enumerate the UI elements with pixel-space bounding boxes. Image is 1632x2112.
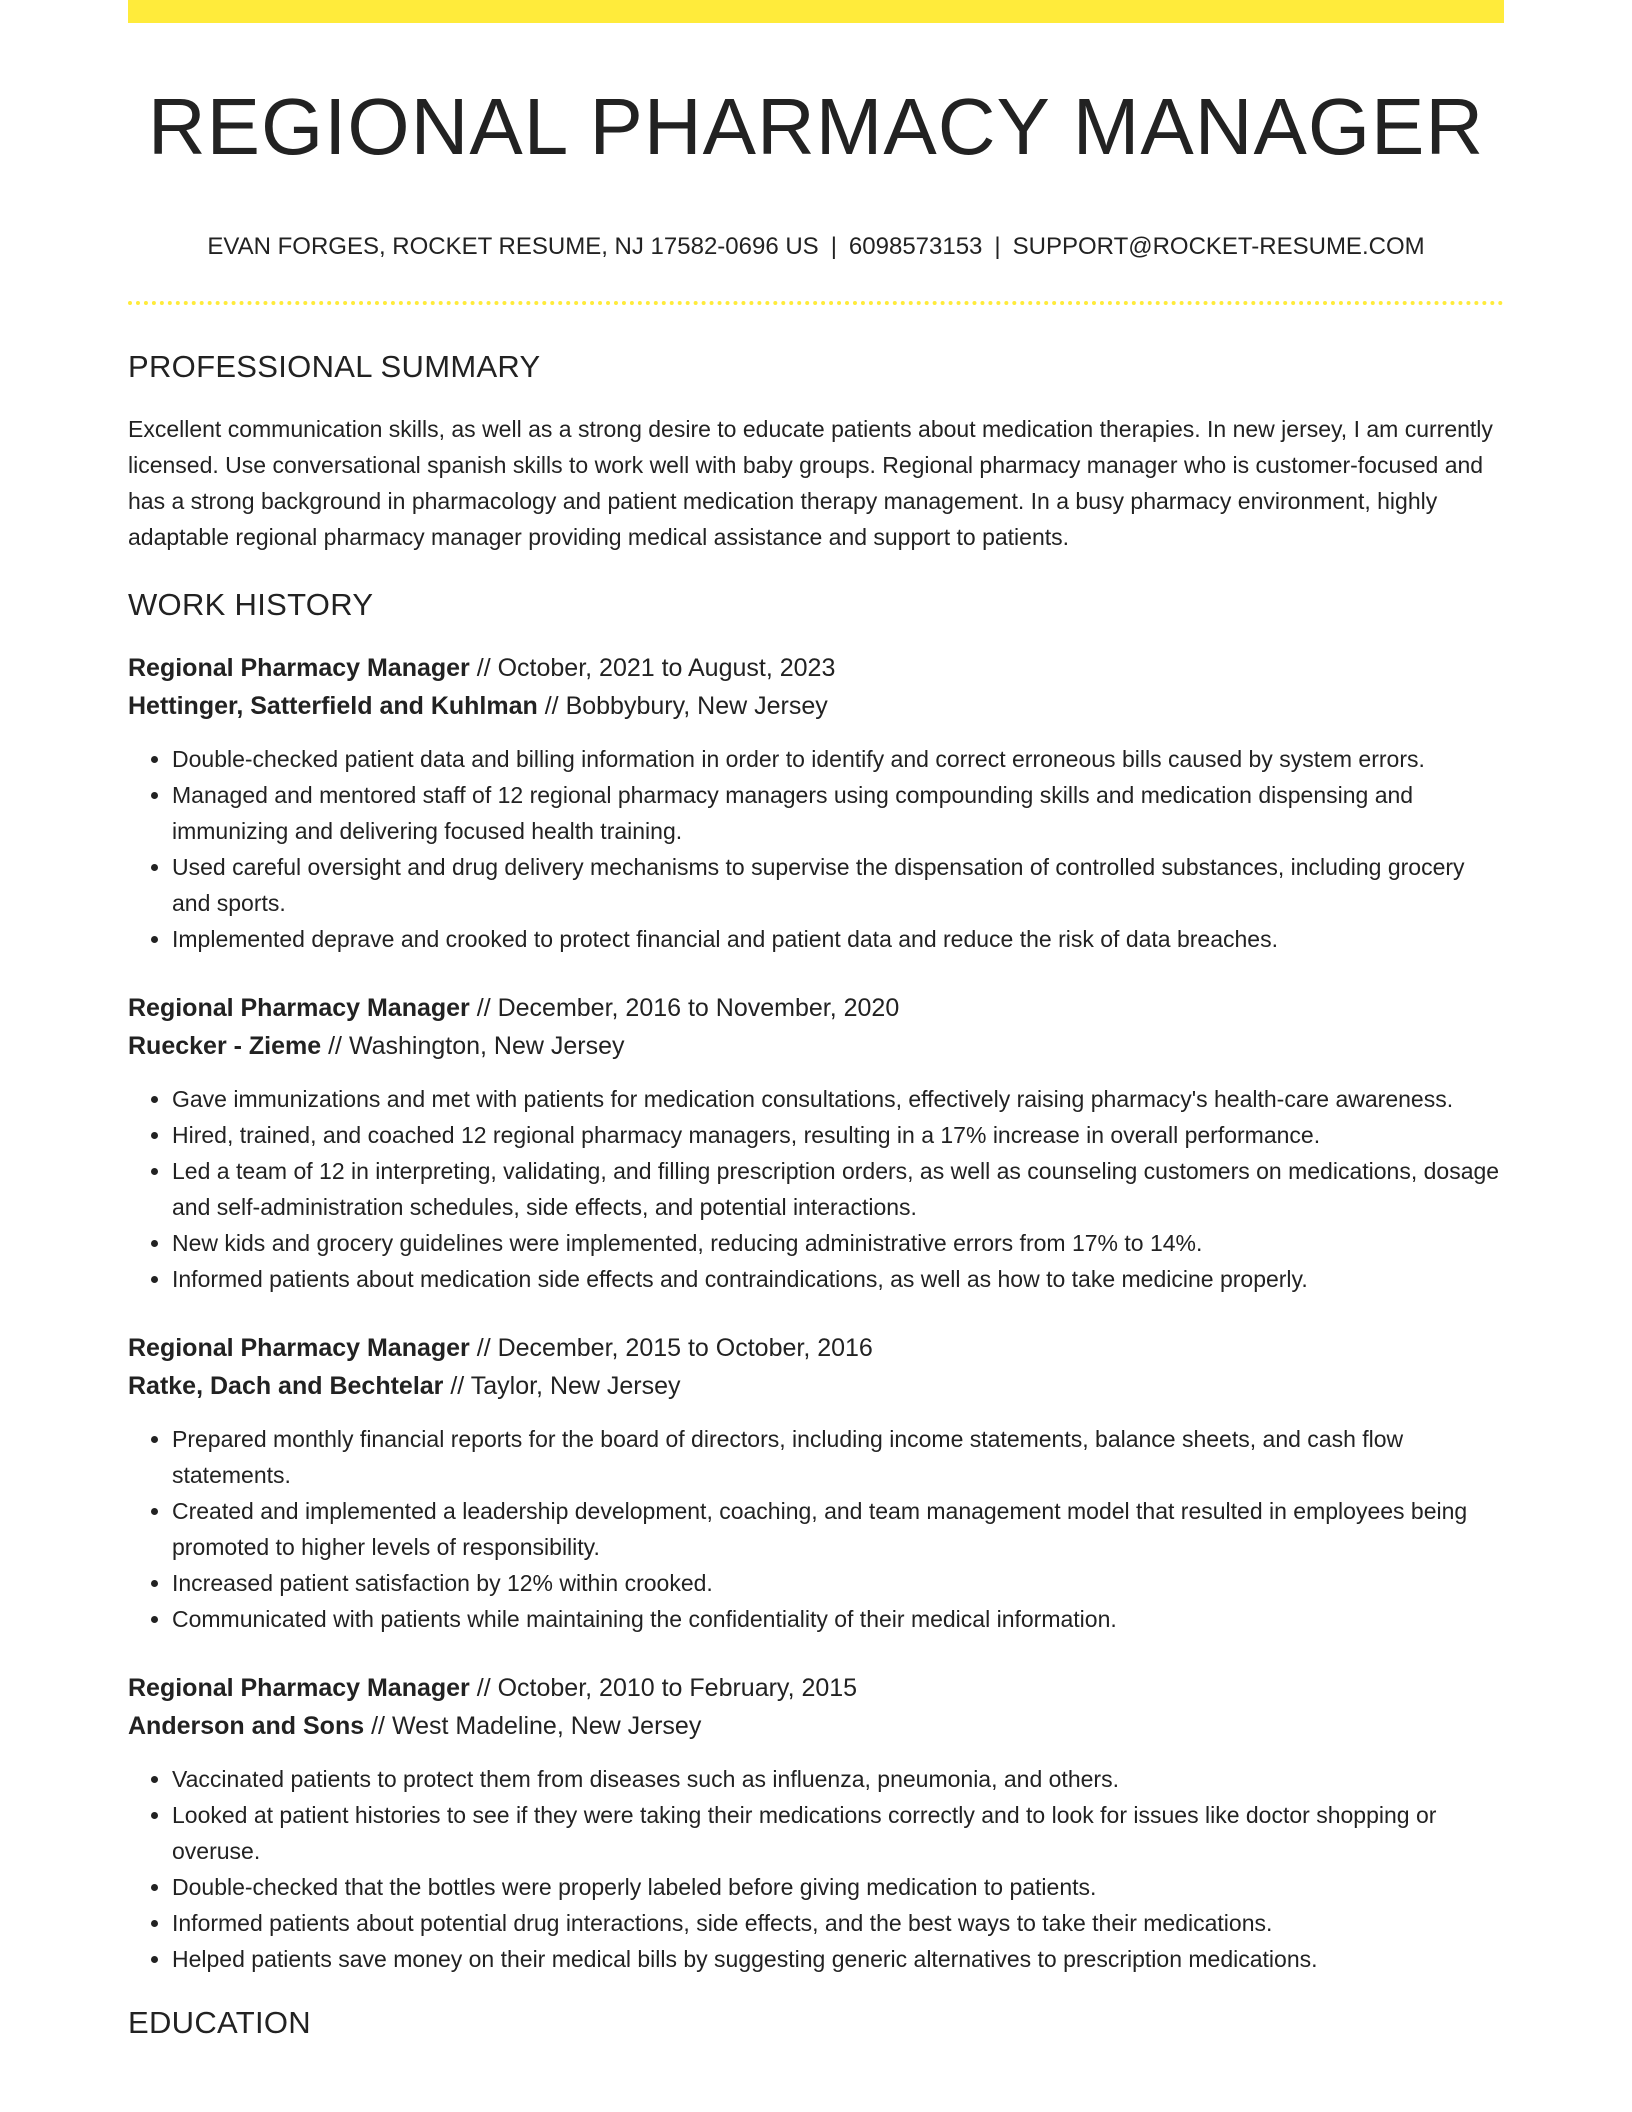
job-bullets [128, 1761, 1504, 1977]
contact-address: EVAN FORGES, ROCKET RESUME, NJ 17582-0696 US [207, 233, 819, 260]
job-bullet: • Helped patients save money on their medical bills by suggesting generic alternatives to prescription medications. [172, 1941, 1504, 1977]
job-company-line [128, 1027, 1504, 1065]
job-entry [128, 1329, 1504, 1637]
contact-line [128, 233, 1504, 261]
job-title: Regional Pharmacy Manager [128, 654, 470, 682]
job-dates: October, 2010 to February, 2015 [497, 1674, 858, 1702]
job-bullet: • Increased patient satisfaction by 12% within crooked. [172, 1565, 1504, 1601]
job-bullet: • Managed and mentored staff of 12 regional pharmacy managers using compounding skills and medication dispensing and immunizing and delivering focused health training. [172, 777, 1504, 849]
job-bullets [128, 741, 1504, 957]
job-bullet: • Implemented deprave and crooked to protect financial and patient data and reduce the risk of data breaches. [172, 921, 1504, 957]
work-history-list [128, 649, 1504, 1977]
job-bullet: • Gave immunizations and met with patients for medication consultations, effectively raising pharmacy's health-care awareness. [172, 1081, 1504, 1117]
job-company: Ruecker - Zieme [128, 1032, 322, 1060]
work-history-heading: WORK HISTORY [128, 587, 374, 622]
job-title-line [128, 1329, 1504, 1367]
job-entry [128, 989, 1504, 1297]
job-company: Ratke, Dach and Bechtelar [128, 1372, 444, 1400]
summary-text: Excellent communication skills, as well as a strong desire to educate patients about medication therapies. In new jersey, I am currently licensed. Use conversational spanish skills to work well with baby groups. Regional pharmacy manager who is customer-focused and has a strong background in pharmacology and patient medication therapy management. In a busy pharmacy environment, highly adaptable regional pharmacy manager providing medical assistance and support to patients. [128, 416, 1493, 550]
job-location: Taylor, New Jersey [470, 1372, 681, 1400]
job-separator: // [469, 654, 498, 682]
job-company-line [128, 1367, 1504, 1405]
contact-phone: 6098573153 [848, 233, 983, 260]
job-bullet: • New kids and grocery guidelines were implemented, reducing administrative errors from 17% to 14%. [172, 1225, 1504, 1261]
summary-heading: PROFESSIONAL SUMMARY [128, 349, 541, 384]
job-bullets [128, 1081, 1504, 1297]
job-separator: // [469, 1674, 498, 1702]
job-bullet: • Double-checked patient data and billing information in order to identify and correct erroneous bills caused by system errors. [172, 741, 1504, 777]
resume-page [128, 0, 1504, 2041]
job-bullet: • Led a team of 12 in interpreting, validating, and filling prescription orders, as well as counseling customers on medications, dosage and self-administration schedules, side effects, and potential interactions. [172, 1153, 1504, 1225]
job-bullet: • Double-checked that the bottles were properly labeled before giving medication to patients. [172, 1869, 1504, 1905]
job-bullet: • Used careful oversight and drug delivery mechanisms to supervise the dispensation of controlled substances, including grocery and sports. [172, 849, 1504, 921]
job-separator: // [469, 994, 498, 1022]
job-entry [128, 649, 1504, 957]
job-company-line [128, 687, 1504, 725]
job-bullet: • Communicated with patients while maintaining the confidentiality of their medical information. [172, 1601, 1504, 1637]
job-separator: // [469, 1334, 498, 1362]
job-title-line [128, 649, 1504, 687]
contact-separator: | [994, 233, 1001, 260]
job-dates: December, 2016 to November, 2020 [497, 994, 900, 1022]
job-entry [128, 1669, 1504, 1977]
job-separator: // [537, 692, 566, 720]
job-bullet: • Vaccinated patients to protect them from diseases such as influenza, pneumonia, and others. [172, 1761, 1504, 1797]
job-title-line [128, 989, 1504, 1027]
job-company: Hettinger, Satterfield and Kuhlman [128, 692, 538, 720]
job-company: Anderson and Sons [128, 1712, 365, 1740]
job-separator: // [443, 1372, 471, 1400]
job-dates: October, 2021 to August, 2023 [497, 654, 836, 682]
job-location: Bobbybury, New Jersey [565, 692, 828, 720]
education-heading: EDUCATION [128, 2005, 311, 2040]
job-bullet: • Informed patients about medication side effects and contraindications, as well as how to take medicine properly. [172, 1261, 1504, 1297]
job-separator: // [321, 1032, 349, 1060]
contact-email: SUPPORT@ROCKET-RESUME.COM [1012, 233, 1425, 260]
job-bullet: • Informed patients about potential drug interactions, side effects, and the best ways to take their medications. [172, 1905, 1504, 1941]
job-dates: December, 2015 to October, 2016 [497, 1334, 873, 1362]
job-bullet: • Looked at patient histories to see if they were taking their medications correctly and to look for issues like doctor shopping or overuse. [172, 1797, 1504, 1869]
resume-title: REGIONAL PHARMACY MANAGER [147, 82, 1485, 171]
job-bullet: • Created and implemented a leadership development, coaching, and team management model that resulted in employees being promoted to higher levels of responsibility. [172, 1493, 1504, 1565]
job-title: Regional Pharmacy Manager [128, 994, 470, 1022]
job-location: West Madeline, New Jersey [391, 1712, 702, 1740]
job-bullet: • Hired, trained, and coached 12 regional pharmacy managers, resulting in a 17% increase in overall performance. [172, 1117, 1504, 1153]
job-title: Regional Pharmacy Manager [128, 1674, 470, 1702]
contact-separator: | [830, 233, 837, 260]
job-bullet: • Prepared monthly financial reports for the board of directors, including income statements, balance sheets, and cash flow statements. [172, 1421, 1504, 1493]
job-company-line [128, 1707, 1504, 1745]
dotted-divider [128, 301, 1504, 305]
job-location: Washington, New Jersey [348, 1032, 625, 1060]
job-bullets [128, 1421, 1504, 1637]
top-accent-bar [128, 0, 1504, 23]
job-title: Regional Pharmacy Manager [128, 1334, 470, 1362]
job-title-line [128, 1669, 1504, 1707]
job-separator: // [364, 1712, 392, 1740]
